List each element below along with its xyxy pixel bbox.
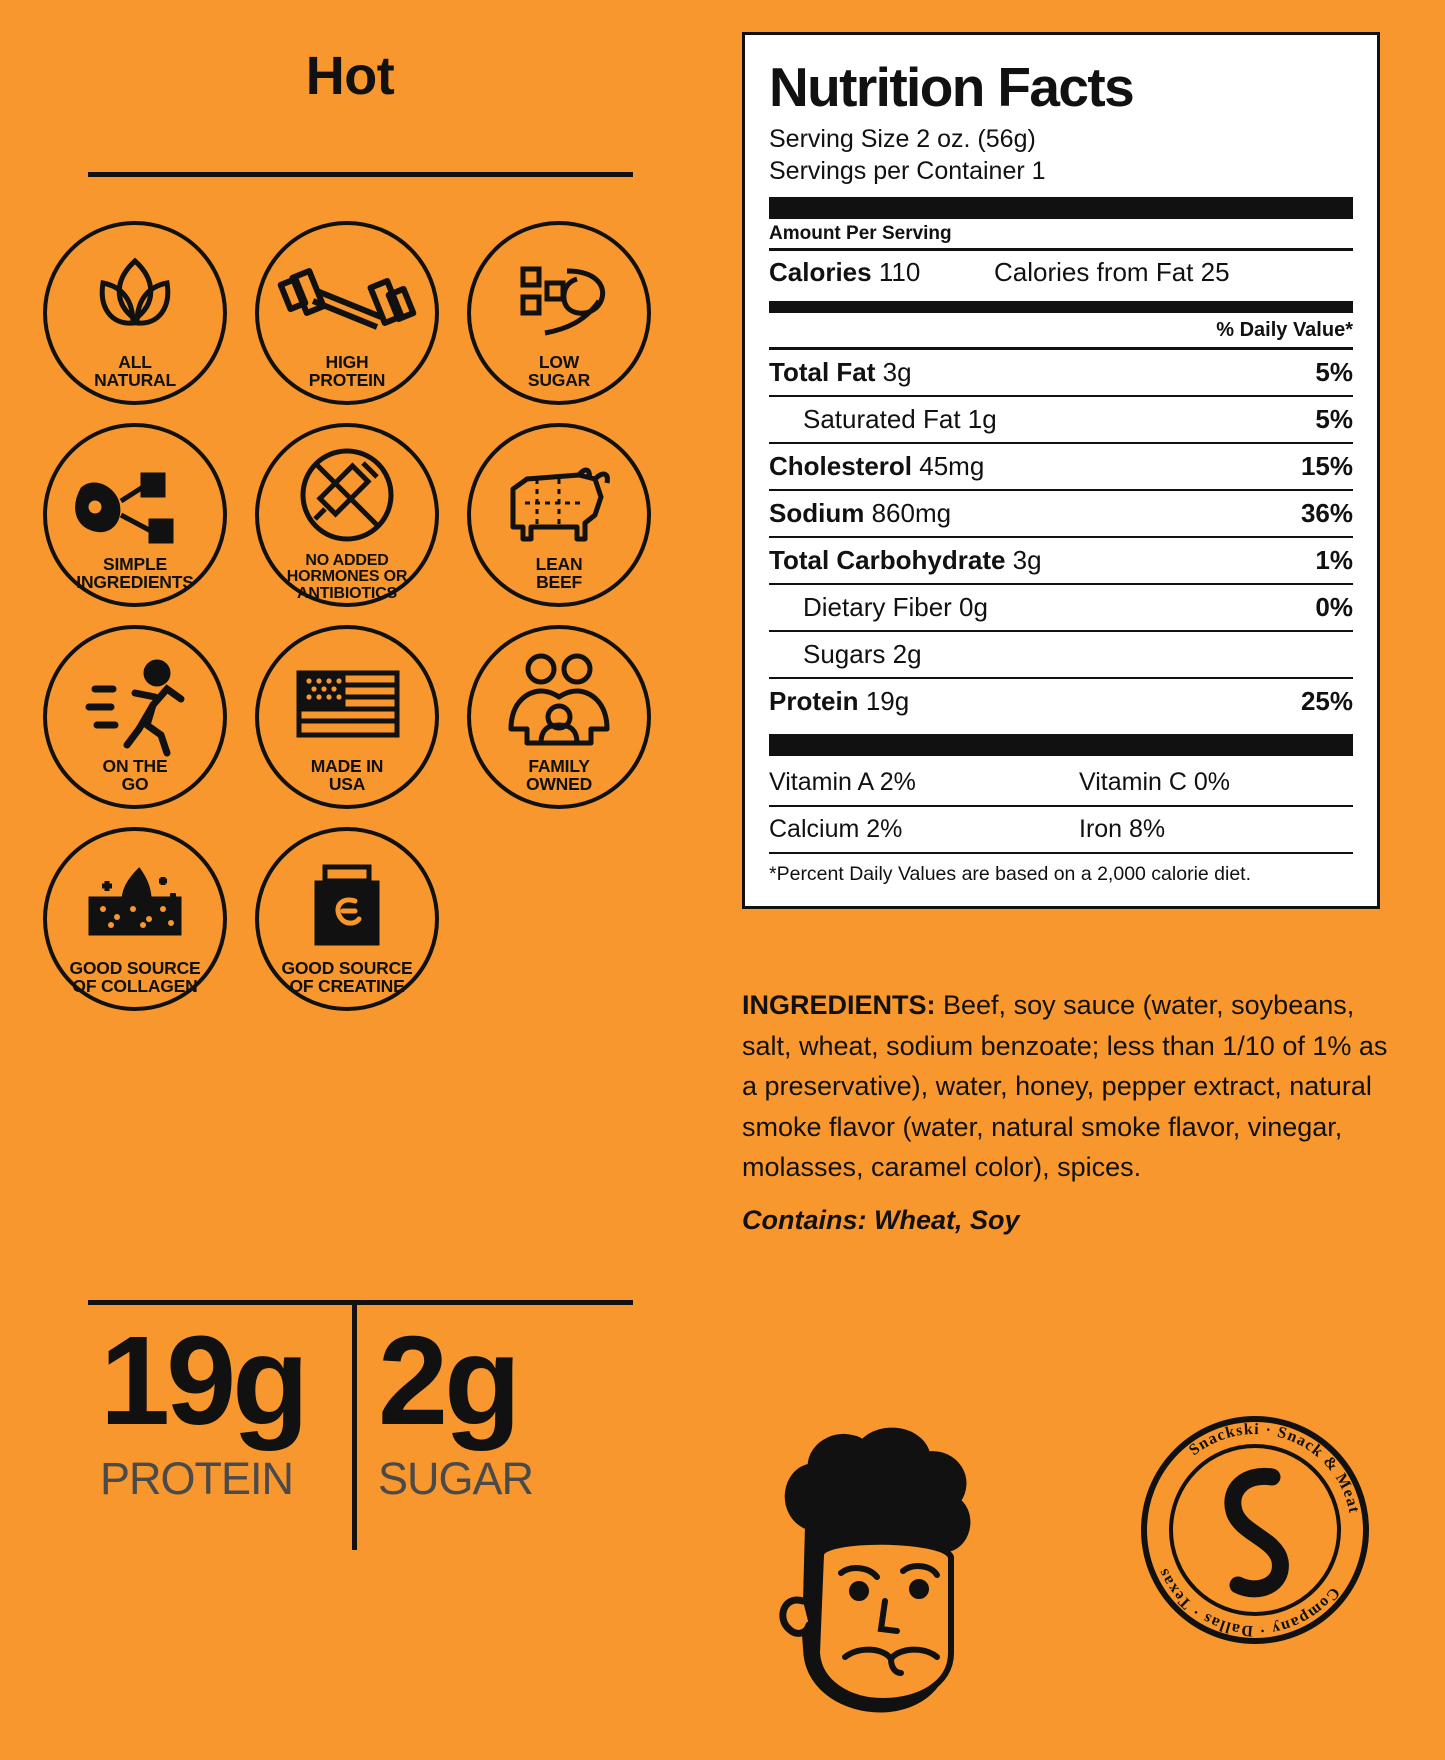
left-column	[0, 0, 700, 1760]
table-row	[769, 350, 1353, 395]
nutrient-amount: 45mg	[919, 450, 985, 481]
stat-protein-label: PROTEIN	[100, 1453, 294, 1504]
nutrient-name	[769, 498, 951, 529]
calories-row	[769, 251, 1353, 295]
badge-no-added-hormones	[246, 420, 448, 622]
badge-grid	[34, 218, 674, 1026]
table-row	[769, 807, 1353, 852]
nutrition-facts-panel	[742, 32, 1380, 909]
ingredients-body: Beef, soy sauce (water, soybeans, salt, wheat, sodium benzoate; less than 1/10 of 1% as a preservative), water, honey, pepper extract, natural smoke flavor (water, natural smoke flavor, vinegar, molasses, caramel color), spices.	[742, 990, 1388, 1182]
badge-low-sugar	[458, 218, 660, 420]
badge-lean-beef	[458, 420, 660, 622]
nutrient-dv: 0%	[1315, 591, 1353, 622]
nf-mid-bar	[769, 301, 1353, 313]
nf-thick-bar	[769, 197, 1353, 219]
table-row	[769, 444, 1353, 489]
calories-cell	[769, 257, 994, 288]
ingredients-heading: INGREDIENTS:	[742, 990, 936, 1020]
badge-on-the-go	[34, 622, 236, 824]
table-row	[769, 397, 1353, 442]
title-divider	[88, 172, 633, 177]
stat-sugar-label: SUGAR	[378, 1453, 534, 1504]
flavor-title: Hot	[305, 46, 395, 106]
badge-row	[34, 218, 674, 420]
nutrient-label: Saturated Fat	[803, 403, 961, 434]
stat-protein	[100, 1310, 355, 1504]
nutrient-name	[769, 357, 912, 388]
badge-label: HIGH PROTEIN	[308, 352, 386, 391]
nutrient-dv: 25%	[1300, 685, 1353, 716]
ingredients-paragraph	[742, 985, 1392, 1188]
table-row	[769, 679, 1353, 724]
table-row	[769, 760, 1353, 805]
contains-allergens: Contains: Wheat, Soy	[742, 1204, 1020, 1235]
svg-text:Company · Dallas · Texas: Company · Dallas · Texas	[1154, 1565, 1343, 1640]
badge-family-owned	[458, 622, 660, 824]
badge-high-protein	[246, 218, 448, 420]
badge-label: FAMILY OWNED	[525, 756, 593, 795]
badge-good-source-collagen	[34, 824, 236, 1026]
stats-divider-horizontal	[88, 1300, 633, 1305]
table-row	[769, 632, 1353, 677]
calories-value: 110	[878, 256, 921, 287]
badge-label: ON THE GO	[102, 756, 168, 795]
amount-per-serving-label: Amount Per Serving	[769, 222, 952, 244]
nutrient-label: Total Carbohydrate	[769, 544, 1006, 575]
badge-row	[34, 420, 674, 622]
serving-size: Serving Size 2 oz. (56g)	[769, 124, 1036, 153]
nutrient-name	[769, 404, 997, 435]
iron: Iron 8%	[1079, 814, 1166, 843]
calories-label: Calories	[769, 256, 872, 287]
vitamin-c: Vitamin C 0%	[1079, 767, 1230, 796]
calories-from-fat: Calories from Fat 25	[994, 256, 1230, 287]
servings-per-container: Servings per Container 1	[769, 156, 1046, 185]
badge-label: ALL NATURAL	[94, 352, 176, 391]
nutrient-label: Total Fat	[769, 356, 876, 387]
nutrient-dv: 5%	[1315, 356, 1353, 387]
nf-thick-bar-2	[769, 734, 1353, 756]
nutrient-dv: 1%	[1315, 544, 1353, 575]
stat-sugar	[378, 1310, 633, 1504]
nutrient-label: Cholesterol	[769, 450, 913, 481]
badge-simple-ingredients	[34, 420, 236, 622]
table-row	[769, 585, 1353, 630]
badge-label: LOW SUGAR	[527, 352, 591, 391]
vitamin-a: Vitamin A 2%	[769, 767, 916, 796]
ingredients-section	[742, 985, 1392, 1240]
nutrient-dv: 15%	[1300, 450, 1353, 481]
nutrient-name: Sugars 2g	[803, 638, 922, 669]
nutrient-amount: 3g	[1012, 544, 1042, 575]
table-row	[769, 491, 1353, 536]
badge-label: NO ADDED HORMONES OR ANTIBIOTICS	[286, 552, 408, 602]
nutrient-amount: 19g	[865, 685, 910, 716]
nutrient-name	[769, 686, 909, 717]
badge-empty-slot	[458, 824, 660, 1026]
calcium: Calcium 2%	[769, 814, 903, 843]
badge-made-in-usa	[246, 622, 448, 824]
brand-seal-icon	[1140, 1415, 1370, 1645]
stat-sugar-value: 2g	[378, 1310, 518, 1451]
table-row	[769, 538, 1353, 583]
badge-good-source-creatine	[246, 824, 448, 1026]
badge-row	[34, 824, 674, 1026]
badge-all-natural	[34, 218, 236, 420]
badge-label: MADE IN USA	[310, 756, 384, 795]
nutrient-name	[769, 545, 1042, 576]
badge-label: SIMPLE INGREDIENTS	[76, 554, 194, 593]
badge-label: LEAN BEEF	[535, 554, 583, 593]
nutrient-amount: 1g	[967, 403, 997, 434]
nutrient-label: Sodium	[769, 497, 865, 528]
nutrient-dv: 36%	[1300, 497, 1353, 528]
svg-text:Snackski · Snack & Meat: Snackski · Snack & Meat	[1186, 1420, 1363, 1516]
nutrient-dv: 5%	[1315, 403, 1353, 434]
nutrient-amount: 3g	[882, 356, 912, 387]
nutrient-label: Protein	[769, 685, 859, 716]
nutrient-amount: 860mg	[871, 497, 952, 528]
daily-value-header: % Daily Value*	[1216, 318, 1353, 341]
badge-label: GOOD SOURCE OF CREATINE	[281, 958, 413, 997]
mascot-face-icon	[745, 1405, 1015, 1715]
nutrient-name	[769, 451, 984, 482]
nutrition-facts-title: Nutrition Facts	[769, 56, 1134, 118]
badge-row	[34, 622, 674, 824]
nutrient-name: Dietary Fiber 0g	[803, 591, 988, 622]
daily-value-footnote: *Percent Daily Values are based on a 2,000 calorie diet.	[769, 862, 1252, 885]
stat-protein-value: 19g	[100, 1310, 306, 1451]
badge-label: GOOD SOURCE OF COLLAGEN	[69, 958, 201, 997]
